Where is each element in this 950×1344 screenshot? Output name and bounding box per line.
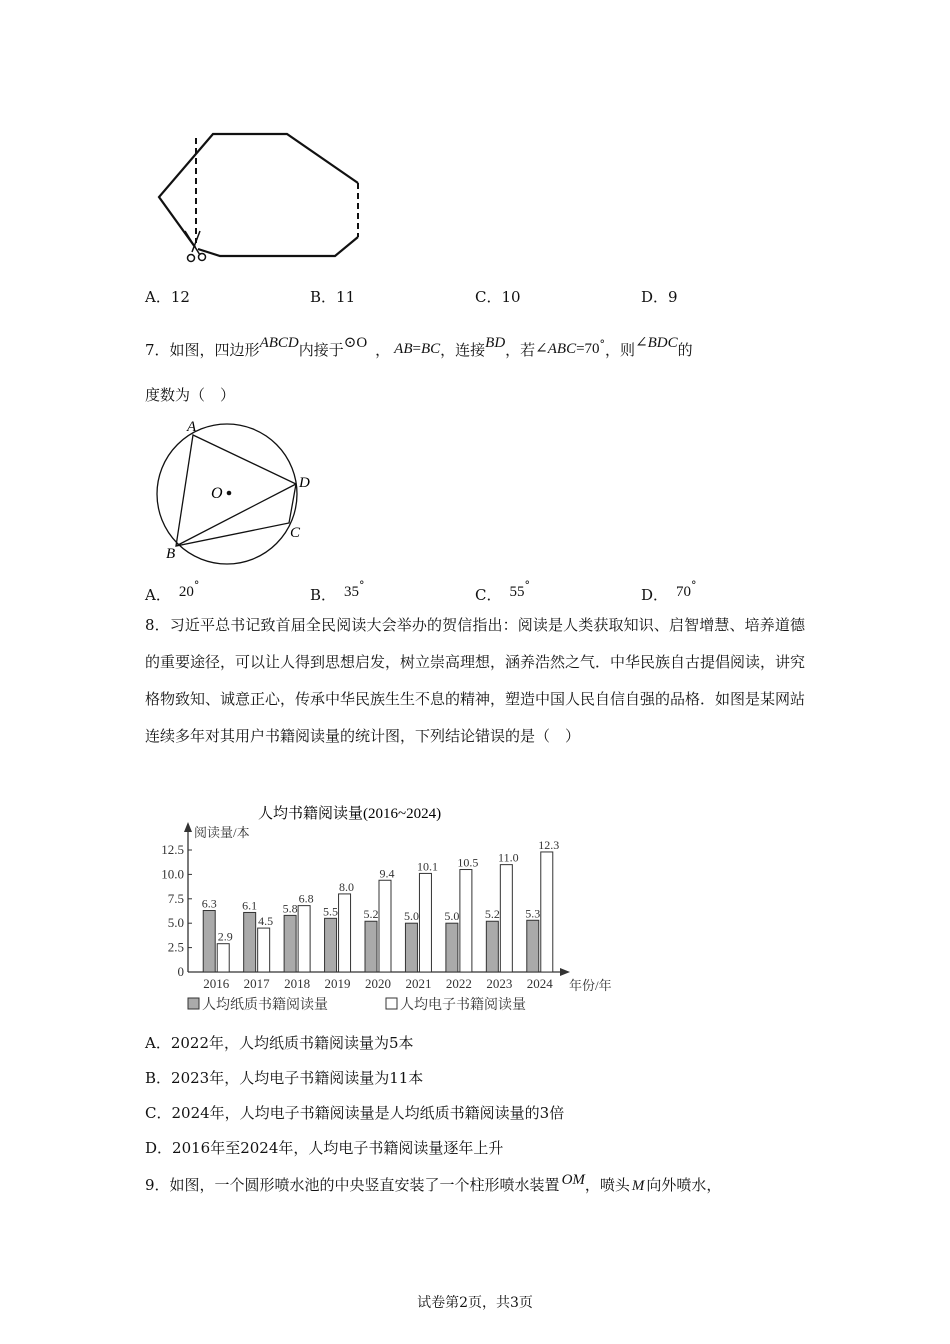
legend-label-ebook: 人均电子书籍阅读量 <box>400 998 526 1013</box>
x-axis-arrow <box>560 968 570 976</box>
data-label-ebook: 12.3 <box>538 837 560 852</box>
label-d: D <box>299 475 310 491</box>
y-axis-arrow <box>184 822 192 832</box>
q6-option-c[interactable]: C．10 <box>475 288 521 306</box>
data-label-ebook: 11.0 <box>498 850 519 865</box>
math-arc-bc: BC <box>420 341 441 357</box>
bar-ebook <box>217 944 229 972</box>
bar-paper <box>446 923 458 972</box>
bar-ebook <box>541 852 553 972</box>
legend-label-paper: 人均纸质书籍阅读量 <box>202 998 328 1013</box>
x-tick-label: 2024 <box>526 976 553 991</box>
math-circle-o: ⊙O <box>343 335 368 351</box>
scissors-icon <box>185 231 206 262</box>
q7-option-d[interactable]: D． 70° <box>641 579 697 604</box>
data-label-paper: 6.1 <box>242 898 258 913</box>
data-label-paper: 5.0 <box>444 909 460 924</box>
label-c: C <box>290 525 301 541</box>
q9-stem: 9．如图，一个圆形喷水池的中央竖直安装了一个柱形喷水装置 OM，喷头 M 向外喷水， <box>145 1172 722 1194</box>
q6-option-a[interactable]: A．12 <box>145 288 190 306</box>
y-tick-label: 12.5 <box>161 842 184 857</box>
x-tick-label: 2016 <box>203 976 230 991</box>
data-label-paper: 5.3 <box>525 906 541 921</box>
bar-paper <box>527 920 539 972</box>
page-footer: 试卷第2页，共3页 <box>417 1295 533 1311</box>
data-label-paper: 5.5 <box>323 904 339 919</box>
bar-ebook <box>460 870 472 972</box>
data-label-paper: 5.0 <box>403 909 419 924</box>
q7-stem-line1: 7．如图，四边形ABCD内接于⊙O ， AB=BC，连接BD，若∠ABC=70°，则∠BDC的 <box>145 335 693 359</box>
data-label-ebook: 2.9 <box>217 929 233 944</box>
math-m: M <box>631 1178 645 1194</box>
data-label-ebook: 10.5 <box>457 855 479 870</box>
math-equals: = <box>412 341 421 357</box>
bar-paper <box>325 918 337 972</box>
q7-option-b[interactable]: B． 35° <box>310 579 365 604</box>
q7-option-a[interactable]: A． 20° <box>145 579 200 604</box>
data-label-ebook: 9.4 <box>379 866 395 881</box>
data-label-paper: 6.3 <box>201 896 217 911</box>
math-om: OM <box>561 1172 585 1188</box>
x-tick-label: 2022 <box>445 976 472 991</box>
x-tick-label: 2021 <box>405 976 432 991</box>
label-a: A <box>187 419 197 435</box>
y-tick-label: 2.5 <box>167 939 184 955</box>
bar-paper <box>284 915 296 972</box>
bar-ebook <box>379 880 391 972</box>
bar-ebook <box>298 906 310 972</box>
x-tick-label: 2017 <box>243 976 270 991</box>
bar-ebook <box>419 873 431 972</box>
math-bd: BD <box>485 335 506 351</box>
bar-paper <box>365 921 377 972</box>
octagon-outline-lower <box>198 237 358 256</box>
data-label-ebook: 4.5 <box>258 914 274 929</box>
legend-swatch-paper <box>188 998 199 1009</box>
q8-option-d[interactable]: D．2016年至2024年，人均电子书籍阅读量逐年上升 <box>145 1139 504 1157</box>
x-tick-label: 2019 <box>324 976 351 991</box>
legend-swatch-ebook <box>386 998 397 1009</box>
math-angle-abc: ∠ABC <box>535 341 577 357</box>
data-label-paper: 5.2 <box>363 907 379 922</box>
bar-ebook <box>500 865 512 972</box>
q6-option-b[interactable]: B．11 <box>310 288 356 306</box>
data-label-ebook: 10.1 <box>416 859 438 874</box>
q6-option-d[interactable]: D．9 <box>641 288 678 306</box>
bar-paper <box>203 911 215 972</box>
data-label-ebook: 8.0 <box>339 879 355 894</box>
y-tick-label: 10.0 <box>161 866 184 882</box>
x-tick-label: 2018 <box>284 976 311 991</box>
math-abcd: ABCD <box>259 335 299 351</box>
q7-stem-line2: 度数为（ ） <box>145 386 236 404</box>
math-angle-value: =70 <box>576 341 600 357</box>
y-axis-label: 阅读量/本 <box>194 825 250 840</box>
inscribed-quadrilateral-figure <box>155 415 325 565</box>
q8-option-c[interactable]: C．2024年，人均电子书籍阅读量是人均纸质书籍阅读量的3倍 <box>145 1104 565 1122</box>
y-tick-label: 0 <box>177 964 184 979</box>
label-b: B <box>166 546 176 562</box>
chart-legend <box>188 996 526 1013</box>
x-tick-label: 2020 <box>365 976 391 991</box>
bar-ebook <box>258 928 270 972</box>
q8-option-a[interactable]: A．2022年，人均纸质书籍阅读量为5本 <box>145 1034 414 1052</box>
bar-paper <box>244 912 256 972</box>
octagon-figure <box>150 125 370 265</box>
math-arc-ab: AB <box>394 341 413 357</box>
q7-option-c[interactable]: C． 55° <box>475 579 530 604</box>
x-tick-label: 2023 <box>486 976 513 991</box>
quadrilateral-abcd <box>176 435 296 546</box>
bar-paper <box>405 923 417 972</box>
y-tick-label: 7.5 <box>167 890 184 906</box>
data-label-paper: 5.8 <box>282 901 298 916</box>
y-tick-label: 5.0 <box>167 915 184 931</box>
reading-bar-chart <box>150 798 630 1020</box>
chart-title: 人均书籍阅读量(2016~2024) <box>258 806 442 822</box>
bar-ebook <box>339 894 351 972</box>
q8-option-b[interactable]: B．2023年，人均电子书籍阅读量为11本 <box>145 1069 424 1087</box>
label-o: O <box>211 485 223 502</box>
octagon-outline <box>159 134 358 247</box>
data-label-paper: 5.2 <box>484 907 500 922</box>
q8-stem: 8．习近平总书记致首届全民阅读大会举办的贺信指出：阅读是人类获取知识、启智增慧、培养道德的重要途径，可以让人得到思想启发，树立崇高理想，涵养浩然之气．中华民族自古提倡阅读，讲究格物致知、诚意正心，传承中华民族生生不息的精神，塑造中国人民自信自强的品格．如图是某网站连续多年对其用户书籍阅读量的统计图，下列结论错误的是（ ） <box>145 616 806 745</box>
data-label-ebook: 6.8 <box>298 891 314 906</box>
center-point-o <box>227 491 232 496</box>
math-angle-bdc: ∠BDC <box>635 335 678 351</box>
x-axis-label: 年份/年 <box>569 978 612 993</box>
bar-paper <box>486 921 498 972</box>
diagonal-bd <box>176 484 296 546</box>
